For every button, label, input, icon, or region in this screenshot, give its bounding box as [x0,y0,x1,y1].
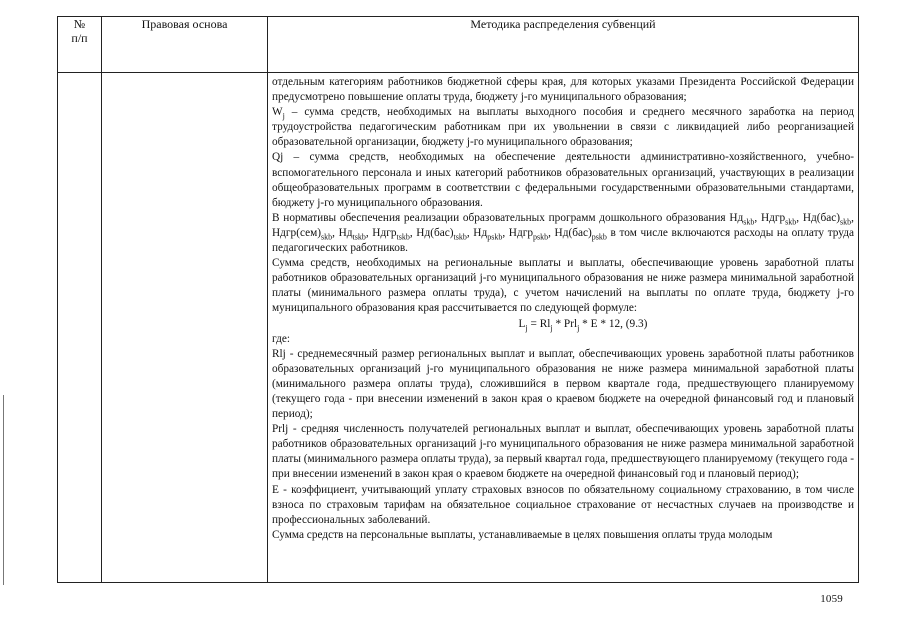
header-number-line1: № [73,17,86,31]
paragraph-prlj: Prlj - средняя численность получателей региональных выплат и выплат, обеспечивающих уровень заработной платы работников образовательных организаций j-го муниципального образования не ниже размера минимальной заработной платы (минимального размера оплаты труда), за первый квартал года, предшествующего планируемому (текущего года - при внесении изменений в закон края о краевом бюджете на очередной финансовый год и плановый период); [272,423,854,481]
paragraph-rlj: Rlj - среднемесячный размер региональных выплат и выплат, обеспечивающих уровень заработной платы работников образовательных организаций j-го муниципального образования не ниже размера минимальной заработной платы (минимального размера оплаты труда), сложившийся в первом квартале года, предшествующего планируемому (текущего года - при внесении изменений в закон края о краевом бюджете на очередной финансовый год и плановый период); [272,347,854,421]
paragraph-personal: Сумма средств на персональные выплаты, устанавливаемые в целях повышения оплаты труда молодым [272,528,773,541]
scan-edge-line [3,395,4,585]
header-method: Методика распределения субвенций [268,17,859,73]
table-row [58,73,859,583]
cell-method [268,73,859,583]
paragraph-e: E - коэффициент, учитывающий уплату страховых взносов по обязательному социальному страхованию, в том числе взноса по страховым тарифам на обязательное социальное страхование от несчастных случаев на производстве и профессиональных заболеваний. [272,483,854,526]
cell-number [58,73,102,583]
subvention-table [57,16,859,583]
paragraph-sum-regional: Сумма средств, необходимых на региональные выплаты и выплаты, обеспечивающие уровень заработной платы работников образовательных организаций j-го муниципального образования не ниже размера минимальной заработной платы (минимального размера оплаты труда), с учетом начислений на выплаты по оплате труда, бюджету j-го муниципального образования края рассчитывается по следующей формуле: [272,257,854,315]
paragraph-1: отдельным категориям работников бюджетной сферы края, для которых указами Президента Российской Федерации предусмотрено повышение оплаты труда, бюджету j-го муниципального образования; [272,76,854,104]
header-legal-basis: Правовая основа [102,17,268,73]
method-text [268,73,858,543]
header-number [58,17,102,73]
paragraph-q: Qj – сумма средств, необходимых на обеспечение деятельности административно-хозяйственного, учебно-вспомогательного персонала и иных категорий работников образовательных организаций, участвующих в реализации общеобразовательных программ в соответствии с федеральными государственными образовательными стандартами, бюджету j-го муниципального образования. [272,151,854,209]
formula-9-3: $L_j = Rl_j * Prl_j * E * 12$, (9.3) [518,317,648,332]
paragraph-w: $W_j$ – сумма средств, необходимых на выплаты выходного пособия и среднего месячного заработка на период трудоустройства педагогическим работникам при их увольнении в связи с ликвидацией либо реорганизацией образовательной организации, бюджету j-го муниципального образования; [272,106,854,149]
table-header-row [58,17,859,73]
paragraph-where: где: [272,332,290,345]
cell-legal-basis [102,73,268,583]
paragraph-norms: В нормативы обеспечения реализации образовательных программ дошкольного образования $Нд_{skb}$, Ндгр$_{skb}$, $Нд(бас)_{skb}$, $Ндгр(сем)_{skb}$, $Нд_{tskb}$, Ндгр$_{tskb}$, $Нд(бас)_{tskb}$, $Нд_{pskb}$, Ндгр$_{pskb}$, $Нд(бас)_{pskb}$ в том числе включаются расходы на оплату труда педагогических работников. [272,211,854,255]
header-number-line2: п/п [71,31,88,45]
page-number: 1059 [820,593,843,605]
